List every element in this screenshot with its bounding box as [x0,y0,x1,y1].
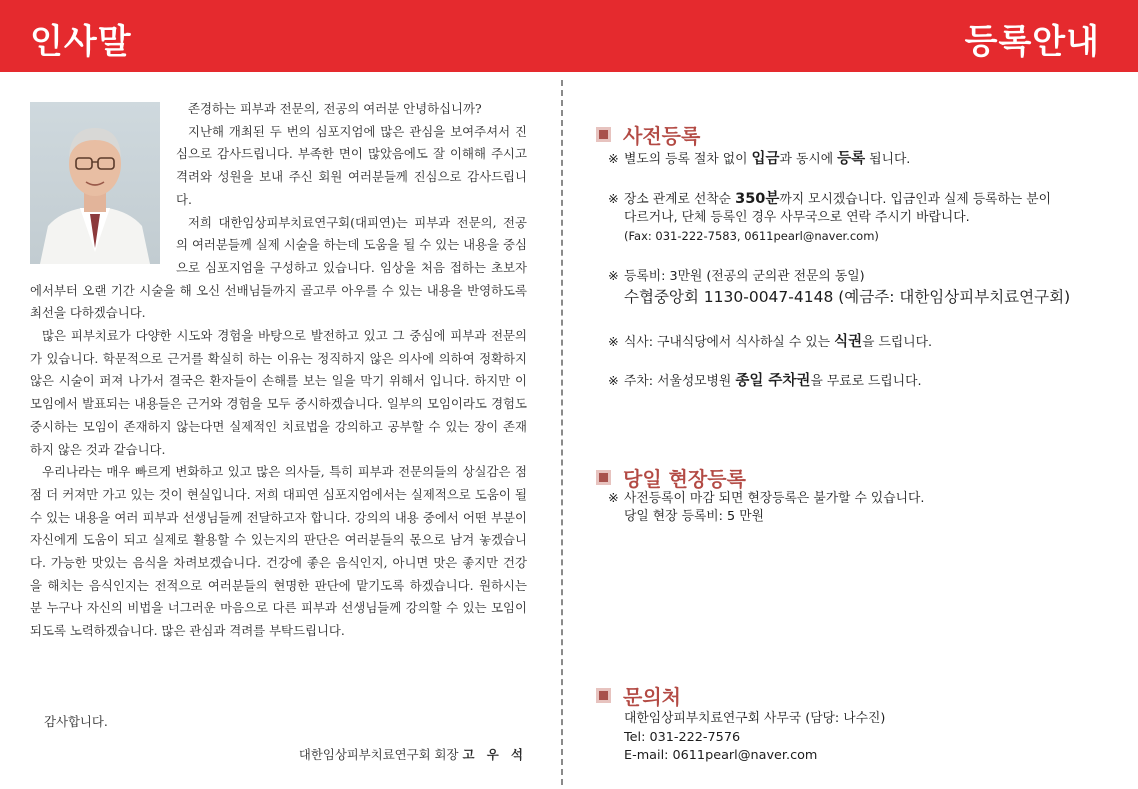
contact-heading [596,681,681,710]
reference-mark-icon: ※ [608,335,619,350]
president-portrait [30,102,160,264]
reference-mark-icon: ※ [608,374,619,389]
square-bullet-icon [596,470,611,485]
pre-note-2: ※ 장소 관계로 선착순 350분까지 모시겠습니다. 입금인과 실제 등록하는 분이 다르거나, 단체 등록인 경우 사무국으로 연락 주시기 바랍니다. (Fax: 031-222-7583, 0611pearl@naver.com) [608,191,1052,243]
greeting-body [30,98,527,643]
greeting-paragraph: 우리나라는 매우 빠르게 변화하고 있고 많은 의사들, 특히 피부과 전문의들의 상실감은 점점 더 커져만 가고 있는 것이 현실입니다. 저희 대피연 심포지엄에서는 실제적으로 도움이 될 수 있는 내용을 여러 피부과 선생님들께 전달하고자 합니다. 강의의 내용 중에서 어떤 부분이 자신에게 도움이 되고 실제로 활용할 수 있는지의 판단은 여러분들의 몫으로 남겨 놓겠습니다. 가능한 맛있는 음식을 차려보겠습니다. 건강에 좋은 음식인지, 아니면 맛은 좋지만 건강을 해치는 음식인지는 전적으로 여러분들의 현명한 판단에 맡기도록 하겠습니다. 원하시는 분 누구나 자신의 비법을 너그러운 마음으로 다른 피부과 선생님들께 강의할 수 있는 모임이 되도록 노력하겠습니다. 많은 관심과 격려를 부탁드립니다. [30,464,527,639]
thanks-text: 감사합니다. [44,714,108,729]
section-title: 당일 현장등록 [623,467,746,491]
registration-title: 등록안내 [964,22,1100,62]
reference-mark-icon: ※ [608,491,619,506]
signature [299,745,527,763]
pre-registration-heading [596,120,700,149]
greeting-paragraph: 지난해 개최된 두 번의 심포지엄에 많은 관심을 보여주셔서 진심으로 감사드립니다. 부족한 면이 많았음에도 잘 이해해 주시고 격려와 성원을 보내 주신 회원 여러분들께 진심으로 감사드립니다. [176,123,527,207]
contact-office: 대한임상피부치료연구회 사무국 (담당: 나수진) [624,711,886,726]
signature-name: 고 우 석 [462,747,527,762]
contact-info [624,710,885,766]
pre-note-5: ※ 주차: 서울성모병원 종일 주차권을 무료로 드립니다. [608,373,922,389]
pre-note-1: ※ 별도의 등록 절차 없이 입금과 동시에 등록 됩니다. [608,151,911,167]
greeting-paragraph: 존경하는 피부과 전문의, 전공의 여러분 안녕하십니까? [188,101,482,116]
bank-account: 수협중앙회 1130-0047-4148 (예금주: 대한임상피부치료연구회) [624,288,1071,306]
pre-note-4: ※ 식사: 구내식당에서 식사하실 수 있는 식권을 드립니다. [608,334,933,350]
signature-org: 대한임상피부치료연구회 회장 [298,747,459,762]
reference-mark-icon: ※ [608,152,619,167]
square-bullet-icon [596,688,611,703]
reference-mark-icon: ※ [608,192,619,207]
column-divider [561,80,563,785]
header-banner [0,0,1138,72]
pre-note-3: ※ 등록비: 3만원 (전공의 군의관 전문의 동일) 수협중앙회 1130-0047-4148 (예금주: 대한임상피부치료연구회) [608,268,1118,306]
onsite-registration-heading [596,463,746,492]
square-bullet-icon [596,127,611,142]
section-title: 사전등록 [623,124,701,148]
section-title: 문의처 [623,685,681,709]
greeting-paragraph: 저희 대한임상피부치료연구회(대피연)는 피부과 전문의, 전공의 여러분들께 실제 시술을 하는데 도움을 될 수 있는 내용을 중심으로 심포지엄을 구성하고 있습니다. 임상을 처음 접하는 초보자에서부터 오랜 기간 시술을 해 오신 선배님들까지 골고루 아우를 수 있는 내용을 반영하도록 최선을 다하겠습니다. [30,214,527,321]
greeting-title: 인사말 [30,22,132,62]
contact-email: E-mail: 0611pearl@naver.com [624,748,818,763]
onsite-note: ※ 사전등록이 마감 되면 현장등록은 불가할 수 있습니다. 당일 현장 등록비: 5 만원 [608,491,925,524]
reference-mark-icon: ※ [608,269,619,284]
contact-phone: Tel: 031-222-7576 [624,729,741,745]
greeting-paragraph: 많은 피부치료가 다양한 시도와 경험을 바탕으로 발전하고 있고 그 중심에 피부과 전문의가 있습니다. 학문적으로 근거를 확실히 하는 이유는 정직하지 않은 의사에 의하여 정확하지 않은 시술이 퍼져 나가서 결국은 환자들이 손해를 보는 일을 막기 위해서 입니다. 하지만 이 모임에서 발표되는 내용들은 근거와 경험을 모두 중시하겠습니다. 일부의 모임이라도 경험도 중시하는 모임이 존재하지 않는다면 실제적인 치료법을 강의하고 공부할 수 있는 장이 존재하지 않은 것과 같습니다. [30,328,527,457]
